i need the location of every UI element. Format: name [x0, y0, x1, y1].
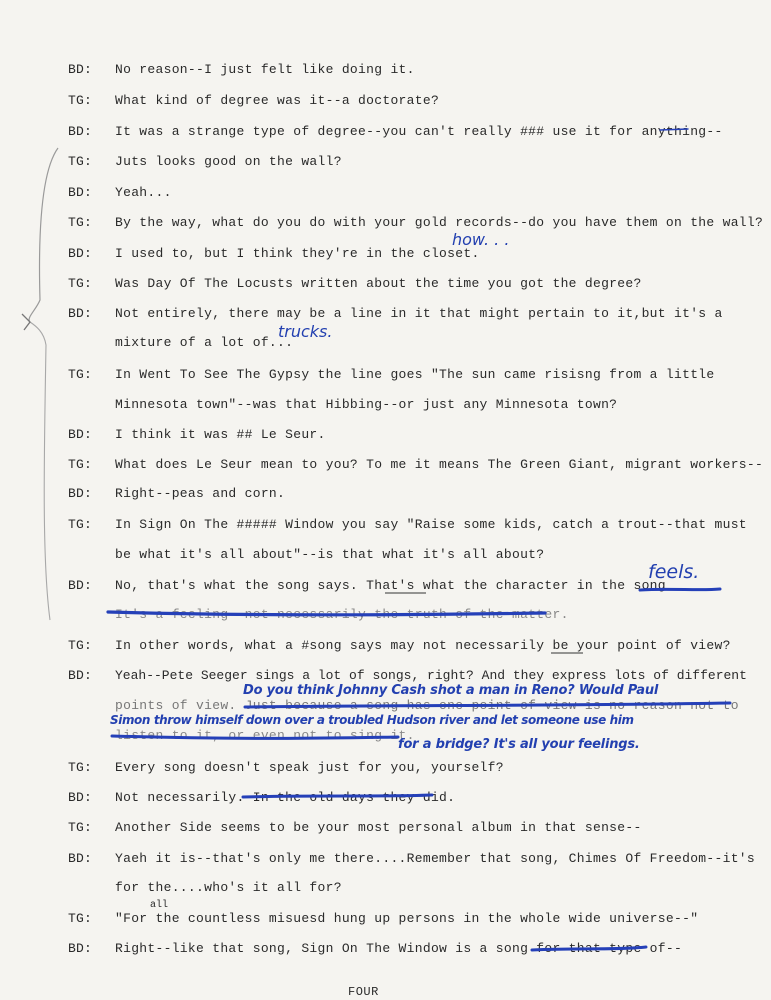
speaker-label: BD: — [68, 246, 93, 261]
pencil-bracket-upper — [29, 148, 58, 322]
transcript-line: be what it's all about"--is that what it's all about? — [115, 547, 545, 562]
transcript-line: Yeah--Pete Seeger sings a lot of songs, right? And they express lots of different — [115, 668, 747, 683]
speaker-label: BD: — [68, 62, 93, 77]
struck-line: points of view. Just because a song has one point of view is no reason not to — [115, 698, 739, 713]
speaker-label: TG: — [68, 820, 93, 835]
speaker-label: BD: — [68, 790, 93, 805]
ink-strike — [532, 947, 646, 950]
transcript-line: mixture of a lot of... — [115, 335, 294, 350]
speaker-label: BD: — [68, 124, 93, 139]
speaker-label: BD: — [68, 306, 93, 321]
speaker-label: BD: — [68, 578, 93, 593]
handwritten-note: trucks. — [278, 322, 333, 341]
speaker-label: TG: — [68, 215, 93, 230]
struck-line: listen to it, or even not to sing it. — [115, 728, 415, 743]
speaker-label: BD: — [68, 851, 93, 866]
transcript-line: I think it was ## Le Seur. — [115, 427, 326, 442]
speaker-label: TG: — [68, 93, 93, 108]
transcript-line: Juts looks good on the wall? — [115, 154, 342, 169]
transcript-line: In Sign On The ##### Window you say "Raise some kids, catch a trout--that must — [115, 517, 747, 532]
handwritten-note: for a bridge? It's all your feelings. — [398, 737, 640, 752]
transcript-line: Yaeh it is--that's only me there....Remember that song, Chimes Of Freedom--it's — [115, 851, 755, 866]
transcript-line: What does Le Seur mean to you? To me it means The Green Giant, migrant workers-- — [115, 457, 764, 472]
transcript-line: It was a strange type of degree--you can't really ### use it for anything-- — [115, 124, 723, 139]
typed-insertion: all — [150, 900, 169, 911]
handwritten-note: Do you think Johnny Cash shot a man in Reno? Would Paul — [243, 683, 659, 698]
transcript-line: "For the countless misuesd hung up persons in the whole wide universe--" — [115, 911, 699, 926]
speaker-label: BD: — [68, 486, 93, 501]
transcript-line: Minnesota town"--was that Hibbing--or just any Minnesota town? — [115, 397, 618, 412]
transcript-line: No reason--I just felt like doing it. — [115, 62, 415, 77]
handwritten-note: how. . . — [452, 230, 510, 249]
transcript-line: Not entirely, there may be a line in it that might pertain to it,but it's a — [115, 306, 723, 321]
transcript-line: Another Side seems to be your most personal album in that sense-- — [115, 820, 642, 835]
speaker-label: TG: — [68, 911, 93, 926]
handwritten-note: Simon throw himself down over a troubled Hudson river and let someone use him — [110, 713, 634, 727]
speaker-label: TG: — [68, 367, 93, 382]
speaker-label: BD: — [68, 185, 93, 200]
transcript-line: Right--peas and corn. — [115, 486, 286, 501]
transcript-line: What kind of degree was it--a doctorate? — [115, 93, 440, 108]
transcript-line: Was Day Of The Locusts written about the time you got the degree? — [115, 276, 642, 291]
struck-line: It's a feeling--not necessarily the truth of the matter. — [115, 607, 569, 622]
ink-strike — [660, 129, 688, 130]
transcript-line: In other words, what a #song says may not necessarily be your point of view? — [115, 638, 731, 653]
speaker-label: TG: — [68, 154, 93, 169]
transcript-line: No, that's what the song says. That's what the character in the song — [115, 578, 666, 593]
speaker-label: BD: — [68, 941, 93, 956]
ink-strike — [112, 736, 398, 738]
handwritten-note: feels. — [648, 561, 700, 583]
ink-strike — [640, 589, 720, 590]
pencil-check-mark — [22, 314, 30, 330]
speaker-label: TG: — [68, 760, 93, 775]
speaker-label: TG: — [68, 517, 93, 532]
speaker-label: TG: — [68, 638, 93, 653]
ink-strike — [243, 795, 432, 797]
transcript-line: Not necessarily. In the old days they did. — [115, 790, 456, 805]
transcript-line: By the way, what do you do with your gold records--do you have them on the wall? — [115, 215, 764, 230]
speaker-label: BD: — [68, 427, 93, 442]
transcript-line: Yeah... — [115, 185, 172, 200]
pencil-bracket-lower — [30, 322, 50, 620]
transcript-line: Right--like that song, Sign On The Window is a song for that type of-- — [115, 941, 683, 956]
transcript-line: I used to, but I think they're in the closet. — [115, 246, 480, 261]
transcript-line: for the....who's it all for? — [115, 880, 342, 895]
speaker-label: TG: — [68, 276, 93, 291]
speaker-label: BD: — [68, 668, 93, 683]
ink-strike — [245, 703, 730, 707]
speaker-label: TG: — [68, 457, 93, 472]
transcript-line: Every song doesn't speak just for you, yourself? — [115, 760, 504, 775]
transcript-line: In Went To See The Gypsy the line goes "The sun came risisng from a little — [115, 367, 715, 382]
page-number: FOUR — [348, 985, 379, 999]
ink-strike — [108, 612, 545, 615]
